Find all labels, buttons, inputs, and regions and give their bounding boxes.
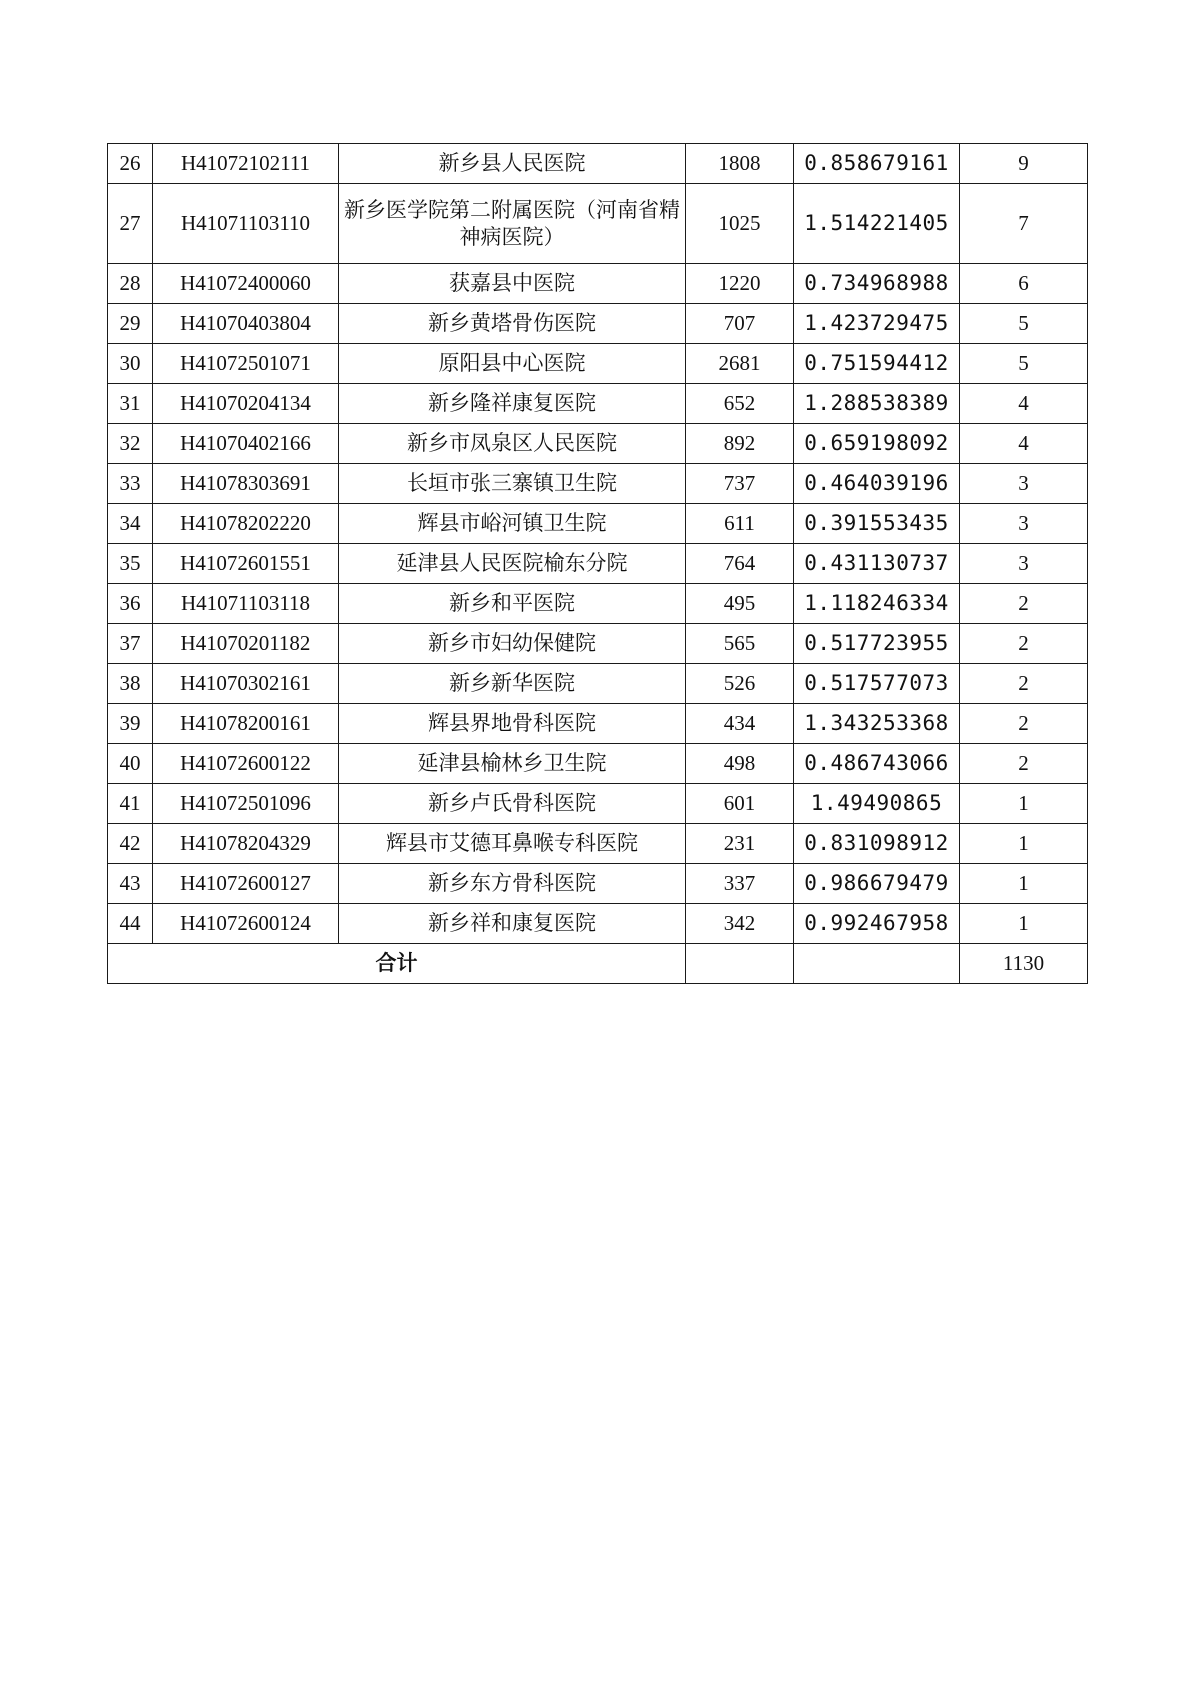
ratio-cell: 1.343253368 — [794, 704, 960, 744]
row-number-cell: 29 — [108, 304, 153, 344]
row-number-cell: 38 — [108, 664, 153, 704]
quantity-cell: 3 — [960, 464, 1088, 504]
total-label-cell: 合计 — [108, 944, 686, 984]
institution-name-cell: 新乡市凤泉区人民医院 — [339, 424, 686, 464]
institution-name-cell: 新乡市妇幼保健院 — [339, 624, 686, 664]
quantity-cell: 2 — [960, 584, 1088, 624]
institution-code-cell: H41072600124 — [153, 904, 339, 944]
quantity-cell: 3 — [960, 544, 1088, 584]
table-row — [108, 824, 1088, 864]
institution-code-cell: H41078202220 — [153, 504, 339, 544]
ratio-cell: 0.858679161 — [794, 144, 960, 184]
institution-table — [107, 143, 1088, 984]
quantity-cell: 1 — [960, 784, 1088, 824]
count-cell: 737 — [686, 464, 794, 504]
table-row — [108, 784, 1088, 824]
row-number-cell: 44 — [108, 904, 153, 944]
institution-name-cell: 新乡医学院第二附属医院（河南省精神病医院） — [339, 184, 686, 264]
quantity-cell: 2 — [960, 664, 1088, 704]
table-row — [108, 584, 1088, 624]
ratio-cell: 1.423729475 — [794, 304, 960, 344]
table-row — [108, 424, 1088, 464]
row-number-cell: 36 — [108, 584, 153, 624]
institution-name-cell: 辉县市艾德耳鼻喉专科医院 — [339, 824, 686, 864]
count-cell: 1025 — [686, 184, 794, 264]
table-row — [108, 704, 1088, 744]
institution-code-cell: H41070402166 — [153, 424, 339, 464]
row-number-cell: 39 — [108, 704, 153, 744]
quantity-cell: 1 — [960, 904, 1088, 944]
table-row — [108, 504, 1088, 544]
total-count-cell — [686, 944, 794, 984]
row-number-cell: 33 — [108, 464, 153, 504]
count-cell: 892 — [686, 424, 794, 464]
quantity-cell: 2 — [960, 704, 1088, 744]
count-cell: 498 — [686, 744, 794, 784]
count-cell: 707 — [686, 304, 794, 344]
ratio-cell: 0.517577073 — [794, 664, 960, 704]
table-row — [108, 344, 1088, 384]
institution-name-cell: 延津县人民医院榆东分院 — [339, 544, 686, 584]
ratio-cell: 0.986679479 — [794, 864, 960, 904]
count-cell: 434 — [686, 704, 794, 744]
row-number-cell: 26 — [108, 144, 153, 184]
quantity-cell: 1 — [960, 864, 1088, 904]
institution-code-cell: H41070403804 — [153, 304, 339, 344]
count-cell: 495 — [686, 584, 794, 624]
institution-name-cell: 新乡东方骨科医院 — [339, 864, 686, 904]
institution-name-cell: 辉县市峪河镇卫生院 — [339, 504, 686, 544]
row-number-cell: 32 — [108, 424, 153, 464]
ratio-cell: 0.734968988 — [794, 264, 960, 304]
institution-name-cell: 延津县榆林乡卫生院 — [339, 744, 686, 784]
quantity-cell: 5 — [960, 304, 1088, 344]
institution-name-cell: 长垣市张三寨镇卫生院 — [339, 464, 686, 504]
table-row — [108, 904, 1088, 944]
ratio-cell: 0.464039196 — [794, 464, 960, 504]
count-cell: 342 — [686, 904, 794, 944]
quantity-cell: 5 — [960, 344, 1088, 384]
institution-name-cell: 新乡黄塔骨伤医院 — [339, 304, 686, 344]
ratio-cell: 0.486743066 — [794, 744, 960, 784]
table-row — [108, 464, 1088, 504]
row-number-cell: 28 — [108, 264, 153, 304]
row-number-cell: 43 — [108, 864, 153, 904]
institution-code-cell: H41072601551 — [153, 544, 339, 584]
institution-code-cell: H41070204134 — [153, 384, 339, 424]
institution-code-cell: H41070201182 — [153, 624, 339, 664]
ratio-cell: 1.49490865 — [794, 784, 960, 824]
table-row — [108, 304, 1088, 344]
quantity-cell: 2 — [960, 744, 1088, 784]
institution-code-cell: H41078200161 — [153, 704, 339, 744]
institution-code-cell: H41070302161 — [153, 664, 339, 704]
institution-code-cell: H41078204329 — [153, 824, 339, 864]
count-cell: 2681 — [686, 344, 794, 384]
row-number-cell: 37 — [108, 624, 153, 664]
count-cell: 652 — [686, 384, 794, 424]
count-cell: 337 — [686, 864, 794, 904]
table-row — [108, 864, 1088, 904]
institution-code-cell: H41072501071 — [153, 344, 339, 384]
ratio-cell: 0.431130737 — [794, 544, 960, 584]
table-row — [108, 184, 1088, 264]
table-row — [108, 144, 1088, 184]
quantity-cell: 6 — [960, 264, 1088, 304]
row-number-cell: 30 — [108, 344, 153, 384]
quantity-cell: 3 — [960, 504, 1088, 544]
institution-name-cell: 新乡新华医院 — [339, 664, 686, 704]
ratio-cell: 0.391553435 — [794, 504, 960, 544]
table-row — [108, 664, 1088, 704]
institution-name-cell: 新乡隆祥康复医院 — [339, 384, 686, 424]
row-number-cell: 35 — [108, 544, 153, 584]
row-number-cell: 27 — [108, 184, 153, 264]
table-row — [108, 624, 1088, 664]
table-row — [108, 544, 1088, 584]
total-row — [108, 944, 1088, 984]
total-ratio-cell — [794, 944, 960, 984]
institution-code-cell: H41072102111 — [153, 144, 339, 184]
ratio-cell: 0.659198092 — [794, 424, 960, 464]
count-cell: 611 — [686, 504, 794, 544]
institution-code-cell: H41071103118 — [153, 584, 339, 624]
row-number-cell: 42 — [108, 824, 153, 864]
institution-code-cell: H41071103110 — [153, 184, 339, 264]
ratio-cell: 1.514221405 — [794, 184, 960, 264]
quantity-cell: 4 — [960, 424, 1088, 464]
institution-code-cell: H41078303691 — [153, 464, 339, 504]
ratio-cell: 0.831098912 — [794, 824, 960, 864]
table-row — [108, 264, 1088, 304]
row-number-cell: 31 — [108, 384, 153, 424]
ratio-cell: 0.517723955 — [794, 624, 960, 664]
ratio-cell: 1.288538389 — [794, 384, 960, 424]
table-row — [108, 744, 1088, 784]
institution-name-cell: 原阳县中心医院 — [339, 344, 686, 384]
row-number-cell: 34 — [108, 504, 153, 544]
count-cell: 231 — [686, 824, 794, 864]
institution-name-cell: 新乡卢氏骨科医院 — [339, 784, 686, 824]
quantity-cell: 4 — [960, 384, 1088, 424]
institution-name-cell: 新乡和平医院 — [339, 584, 686, 624]
institution-code-cell: H41072600127 — [153, 864, 339, 904]
table-body — [108, 144, 1088, 984]
count-cell: 1220 — [686, 264, 794, 304]
count-cell: 1808 — [686, 144, 794, 184]
table-row — [108, 384, 1088, 424]
institution-name-cell: 辉县界地骨科医院 — [339, 704, 686, 744]
count-cell: 565 — [686, 624, 794, 664]
row-number-cell: 40 — [108, 744, 153, 784]
count-cell: 764 — [686, 544, 794, 584]
count-cell: 601 — [686, 784, 794, 824]
institution-code-cell: H41072400060 — [153, 264, 339, 304]
total-quantity-cell: 1130 — [960, 944, 1088, 984]
ratio-cell: 0.751594412 — [794, 344, 960, 384]
institution-name-cell: 获嘉县中医院 — [339, 264, 686, 304]
quantity-cell: 1 — [960, 824, 1088, 864]
institution-name-cell: 新乡县人民医院 — [339, 144, 686, 184]
ratio-cell: 0.992467958 — [794, 904, 960, 944]
quantity-cell: 9 — [960, 144, 1088, 184]
count-cell: 526 — [686, 664, 794, 704]
quantity-cell: 2 — [960, 624, 1088, 664]
institution-code-cell: H41072501096 — [153, 784, 339, 824]
row-number-cell: 41 — [108, 784, 153, 824]
ratio-cell: 1.118246334 — [794, 584, 960, 624]
institution-name-cell: 新乡祥和康复医院 — [339, 904, 686, 944]
quantity-cell: 7 — [960, 184, 1088, 264]
institution-code-cell: H41072600122 — [153, 744, 339, 784]
